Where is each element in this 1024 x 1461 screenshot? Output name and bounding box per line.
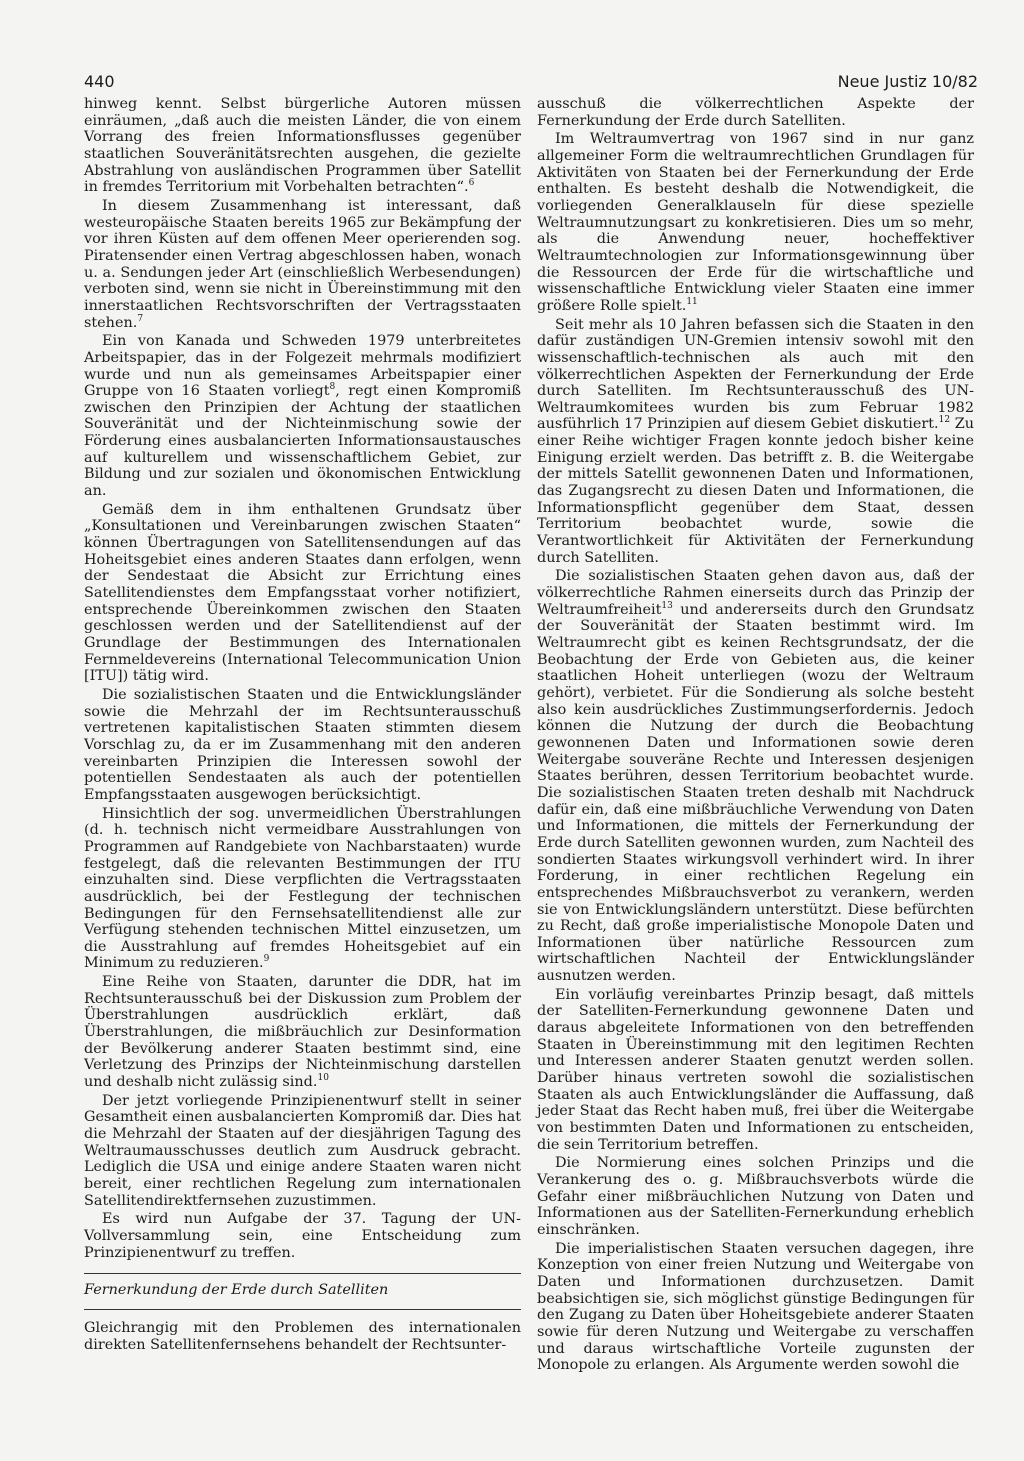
footnote-ref[interactable]: 9: [263, 954, 270, 965]
paragraph: Ein von Kanada und Schweden 1979 unterbreitetes Arbeitspapier, das in der Folgezeit mehrmals modifiziert wurde und nun als gemeinsames Arbeitspapier einer Gruppe von 16 Staaten vorliegt$^8$, regt einen Kompromiß zwischen den Prinzipien der Achtung der staatlichen Souveränität und der Nichteinmischung sowie der Förderung eines ausbalancierten Informationsaustausches auf kulturellem und wissenschaftlichem Gebiet, zur Bildung und zur sozialen und ökonomischen Entwicklung an.: [84, 333, 521, 500]
paragraph: ausschuß die völkerrechtlichen Aspekte der Fernerkundung der Erde durch Satelliten.: [537, 96, 974, 129]
right-column: [537, 96, 974, 1376]
footnote-ref[interactable]: 6: [468, 178, 475, 189]
footnote-ref[interactable]: 10: [317, 1073, 329, 1084]
paragraph: Die sozialistischen Staaten und die Entwicklungsländer sowie die Mehrzahl der im Rechtsunterausschuß vertretenen kapitalistischen Staaten stimmten diesem Vorschlag zu, da er im Zusammenhang mit den anderen vereinbarten Prinzipien die Interessen sowohl der potentiellen Sendestaaten als auch der potentiellen Empfangsstaaten ausgewogen berücksichtigt.: [84, 686, 521, 803]
footnote-ref[interactable]: 13: [661, 600, 673, 611]
paragraph: Gemäß dem in ihm enthaltenen Grundsatz über „Konsultationen und Vereinbarungen zwischen Staaten“ können Übertragungen von Satellitensendungen auf das Hoheitsgebiet eines anderen Staates dann erfolgen, wenn der Sendestaat die Absicht zur Errichtung eines Satellitendienstes dem Empfangsstaat vorher notifiziert, entsprechende Übereinkommen zwischen den Staaten geschlossen werden und der Satellitendienst auf der Grundlage der Bestimmungen des Internationalen Fernmeldevereins (International Telecommunication Union [ITU]) tätig wird.: [84, 501, 521, 685]
paragraph: Der jetzt vorliegende Prinzipienentwurf stellt in seiner Gesamtheit einen ausbalancierten Kompromiß dar. Dies hat die Mehrzahl der Staaten auf der diesjährigen Tagung des Weltraumausschusses deutlich zum Ausdruck gebracht. Lediglich die USA und einige andere Staaten waren nicht bereit, einer rechtlichen Regelung zum internationalen Satellitendirektfernsehen zuzustimmen.: [84, 1092, 521, 1209]
paragraph: hinweg kennt. Selbst bürgerliche Autoren müssen einräumen, „daß auch die meisten Länder, die von einem Vorrang des freien Informationsflusses gegenüber staatlichen Souveränitätsrechten ausgehen, die gezielte Abstrahlung von ausländischen Programmen über Satellit in fremdes Territorium mit Vorbehalten betrachten“.$^6$: [84, 96, 521, 196]
page-header: [84, 72, 978, 91]
paragraph: Im Weltraumvertrag von 1967 sind in nur ganz allgemeiner Form die weltraumrechtlichen Grundlagen für Aktivitäten von Staaten bei der Fernerkundung der Erde enthalten. Es besteht deshalb die Notwendigkeit, die vorliegenden Generalklauseln für diese spezielle Weltraumnutzungsart zu konkretisieren. Dies um so mehr, als die Anwendung neuer, hocheffektiver Weltraumtechnologien zur Informationsgewinnung über die Ressourcen der Erde für die wirtschaftliche und wissenschaftliche Entwicklung vieler Staaten eine immer größere Rolle spielt.$^{11}$: [537, 131, 974, 314]
left-column: [84, 96, 521, 1355]
paragraph: Die Normierung eines solchen Prinzips und die Verankerung des o. g. Mißbrauchsverbots würde die Gefahr einer mißbräuchlichen Nutzung von Daten und Informationen aus der Satelliten-Fernerkundung erheblich einschränken.: [537, 1155, 974, 1238]
paragraph: Es wird nun Aufgabe der 37. Tagung der UN-Vollversammlung sein, eine Entscheidung zum Prinzipienentwurf zu treffen.: [84, 1211, 521, 1261]
paragraph: In diesem Zusammenhang ist interessant, daß westeuropäische Staaten bereits 1965 zur Bekämpfung der vor ihren Küsten auf dem offenen Meer operierenden sog. Piratensender einen Vertrag abgeschlossen haben, wonach u. a. Sendungen jeder Art (einschließlich Werbesendungen) verboten sind, wenn sie nicht in Übereinstimmung mit den innerstaatlichen Rechtsvorschriften der Vertragsstaaten stehen.$^7$: [84, 197, 521, 331]
paragraph: Die imperialistischen Staaten versuchen dagegen, ihre Konzeption von einer freien Nutzung und Weitergabe von Daten und Informationen durchzusetzen. Damit beabsichtigen sie, sich möglichst günstige Bedingungen für den Zugang zu Daten über Hoheitsgebiete anderer Staaten sowie für deren Nutzung und Weitergabe zu verschaffen und daraus wirtschaftliche Vorteile zugunsten der Monopole zu erlangen. Als Argumente werden sowohl die: [537, 1240, 974, 1374]
footnote-ref[interactable]: 12: [938, 415, 951, 426]
section-heading: Fernerkundung der Erde durch Satelliten: [84, 1273, 521, 1310]
paragraph: Gleichrangig mit den Problemen des internationalen direkten Satellitenfernsehens behandelt der Rechtsunter-: [84, 1319, 521, 1353]
paragraph: Hinsichtlich der sog. unvermeidlichen Überstrahlungen (d. h. technisch nicht vermeidbare Ausstrahlungen von Programmen auf Randgebiete von Nachbarstaaten) wurde festgelegt, daß die relevanten Bestimmungen der ITU einzuhalten sind. Diese verpflichten die Vertragsstaaten ausdrücklich, bei der Festlegung der technischen Bedingungen für den Fernsehsatellitendienst alle zur Verfügung stehenden technischen Mittel einzusetzen, um die Ausstrahlung auf fremdes Hoheitsgebiet auf ein Minimum zu reduzieren.$^9$: [84, 805, 521, 972]
journal-issue: Neue Justiz 10/82: [837, 72, 978, 91]
footnote-ref[interactable]: 11: [686, 296, 698, 307]
footnote-ref[interactable]: 8: [329, 382, 336, 393]
page-number: 440: [84, 72, 115, 91]
footnote-ref[interactable]: 7: [137, 313, 144, 324]
paragraph: Die sozialistischen Staaten gehen davon aus, daß der völkerrechtliche Rahmen einerseits durch das Prinzip der Weltraumfreiheit$^{13}$ und andererseits durch den Grundsatz der Souveränität der Staaten bestimmt wird. Im Weltraumrecht gibt es keinen Rechtsgrundsatz, der die Beobachtung der Erde von Gebieten aus, die keiner staatlichen Hoheit unterliegen (wozu der Weltraum gehört), verbietet. Für die Sondierung als solche besteht also kein ausdrückliches Zustimmungserfordernis. Jedoch können die Nutzung der durch die Beobachtung gewonnenen Daten und Informationen sowie deren Weitergabe souveräne Rechte und Interessen desjenigen Staates berühren, dessen Territorium beobachtet wurde. Die sozialistischen Staaten treten deshalb mit Nachdruck dafür ein, daß eine mißbräuchliche Verwendung von Daten und Informationen, die mittels der Fernerkundung der Erde durch Satelliten gewonnen wurden, zum Nachteil des sondierten Staates wirkungsvoll verhindert wird. In ihrer Forderung, in einer rechtlichen Regelung ein entsprechendes Mißbrauchsverbot zu verankern, werden sie von Entwicklungsländern unterstützt. Diese befürchten zu Recht, daß große imperialistische Monopole Daten und Informationen über natürliche Ressourcen zum wirtschaftlichen Nachteil der Entwicklungsländer ausnutzen werden.: [537, 568, 974, 985]
paragraph: Ein vorläufig vereinbartes Prinzip besagt, daß mittels der Satelliten-Fernerkundung gewonnene Daten und daraus abgeleitete Informationen von den betreffenden Staaten in Übereinstimmung mit den legitimen Rechten und Interessen anderer Staaten genutzt werden sollen. Darüber hinaus vertreten sowohl die sozialistischen Staaten als auch Entwicklungsländer die Auffassung, daß jeder Staat das Recht haben muß, frei über die Weitergabe von bestimmten Daten und Informationen zu entscheiden, die sein Territorium betreffen.: [537, 986, 974, 1153]
paragraph: Eine Reihe von Staaten, darunter die DDR, hat im Rechtsunterausschuß bei der Diskussion zum Problem der Überstrahlungen ausdrücklich erklärt, daß Überstrahlungen, die mißbräuchlich zur Desinformation der Bevölkerung anderer Staaten bestimmt sind, eine Verletzung des Prinzips der Nichteinmischung darstellen und deshalb nicht zulässig sind.$^{10}$: [84, 974, 521, 1091]
paragraph: Seit mehr als 10 Jahren befassen sich die Staaten in den dafür zuständigen UN-Gremien intensiv sowohl mit den wissenschaftlich-technischen als auch mit den völkerrechtlichen Aspekten der Fernerkundung der Erde durch Satelliten. Im Rechtsunterausschuß des UN-Weltraumkomitees wurden bis zum Februar 1982 ausführlich 17 Prinzipien auf diesem Gebiet diskutiert.$^{12}$ Zu einer Reihe wichtiger Fragen konnte jedoch bisher keine Einigung erzielt werden. Das betrifft z. B. die Weitergabe der mittels Satellit gewonnenen Daten und Informationen, das Zugangsrecht zu diesen Daten und Informationen, die Informationspflicht gegenüber dem Staat, dessen Territorium beobachtet wurde, sowie die Verantwortlichkeit für Aktivitäten der Fernerkundung durch Satelliten.: [537, 316, 974, 566]
